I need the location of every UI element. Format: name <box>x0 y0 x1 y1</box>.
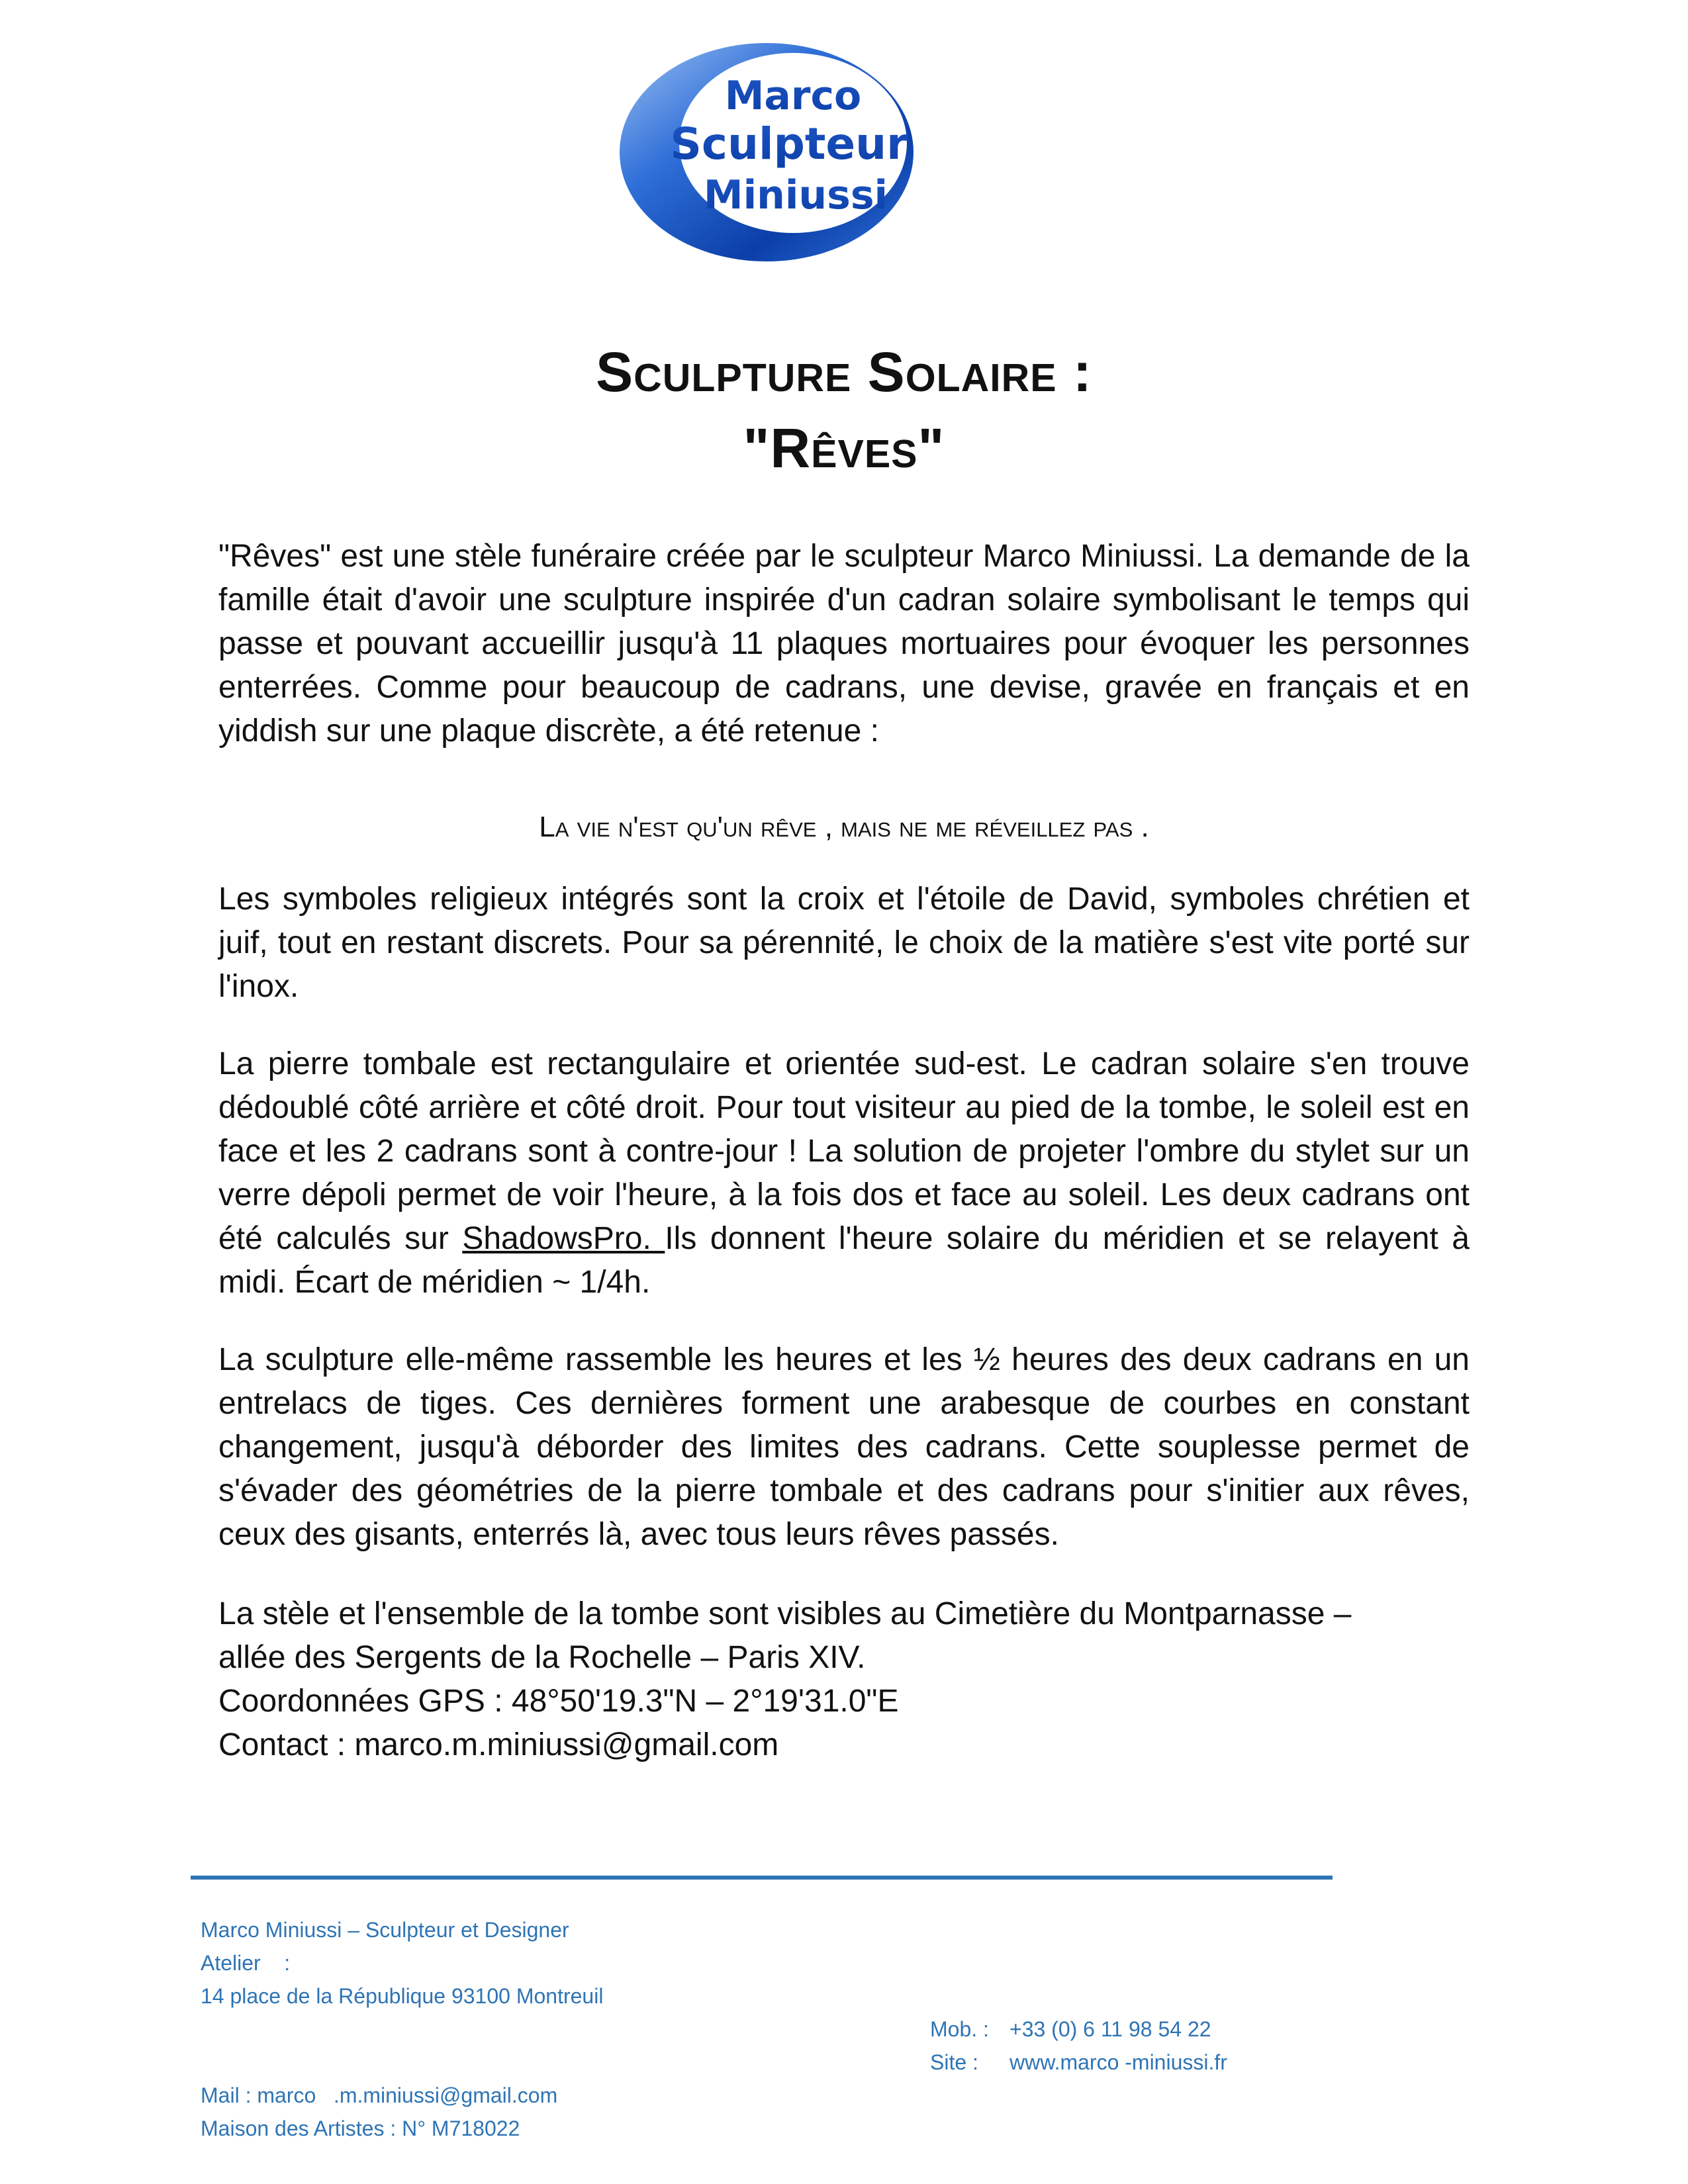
location-line-2: allée des Sergents de la Rochelle – Paris XIV. <box>218 1640 866 1675</box>
marco-miniussi-logo <box>616 26 927 271</box>
footer-maison: Maison des Artistes : N° M718022 <box>201 2116 520 2140</box>
stone-text-part-2: Ils donnent l'heure solaire du méridien et se relayent à midi. Écart de méridien ~ 1/4h. <box>218 1221 1470 1300</box>
footer-mail[interactable]: Mail : marco .m.miniussi@gmail.com <box>201 2083 558 2107</box>
sculpture-paragraph <box>218 1338 1470 1557</box>
symbols-text: Les symboles religieux intégrés sont la croix et l'étoile de David, symboles chrétien et juif, tout en restant discrets. Pour sa pérennité, le choix de la matière s'est vite porté sur l'inox. <box>218 882 1470 1004</box>
footer-site-row <box>930 2046 1227 2079</box>
footer-atelier-label: Atelier : <box>201 1951 291 1975</box>
stone-paragraph <box>218 1042 1470 1304</box>
page-title: Sculpture Solaire : <box>596 341 1092 403</box>
intro-text: "Rêves" est une stèle funéraire créée par le sculpteur Marco Miniussi. La demande de la famille était d'avoir une sculpture inspirée d'un cadran solaire symbolisant le temps qui passe et pouvant accueillir jusqu'à 11 plaques mortuaires pour évoquer les personnes enterrées. Comme pour beaucoup de cadrans, une devise, gravée en français et en yiddish sur une plaque discrète, a été retenue : <box>218 539 1470 749</box>
footer-divider <box>191 1876 1333 1880</box>
location-block <box>218 1592 1470 1767</box>
footer-address: 14 place de la République 93100 Montreuil <box>201 1984 604 2008</box>
footer-mob-label: Mob. : <box>930 2017 989 2041</box>
footer-site-value[interactable]: www.marco -miniussi.fr <box>1009 2050 1227 2074</box>
symbols-paragraph <box>218 878 1470 1009</box>
stone-text <box>218 1042 1470 1304</box>
contact-email: Contact : marco.m.miniussi@gmail.com <box>218 1727 779 1762</box>
logo-line-1: Marco <box>724 73 862 119</box>
logo-line-3: Miniussi <box>703 172 888 218</box>
gps-coordinates: Coordonnées GPS : 48°50'19.3"N – 2°19'31.0"E <box>218 1684 899 1719</box>
footer-left <box>201 1913 603 2145</box>
footer-name: Marco Miniussi – Sculpteur et Designer <box>201 1918 569 1942</box>
footer-mob-value[interactable]: +33 (0) 6 11 98 54 22 <box>1009 2017 1211 2041</box>
shadowspro-link[interactable]: ShadowsPro. <box>462 1221 665 1256</box>
logo-line-2: Sculpteur <box>670 118 908 169</box>
footer-mobile-row <box>930 2013 1227 2046</box>
page-subtitle: "Rêves" <box>743 417 945 479</box>
sculpture-text: La sculpture elle-même rassemble les heures et les ½ heures des deux cadrans en un entrelacs de tiges. Ces dernières forment une arabesque de courbes en constant changement, jusqu'à déborder des limites des cadrans. Cette souplesse permet de s'évader des géométries de la pierre tombale et des cadrans pour s'initier aux rêves, ceux des gisants, enterrés là, avec tous leurs rêves passés. <box>218 1342 1470 1552</box>
footer-right <box>930 2013 1227 2079</box>
intro-paragraph <box>218 535 1470 753</box>
stone-text-part-1: La pierre tombale est rectangulaire et orientée sud-est. Le cadran solaire s'en trouve dédoublé côté arrière et côté droit. Pour tout visiteur au pied de la tombe, le soleil est en face et les 2 cadrans sont à contre-jour ! La solution de projeter l'ombre du stylet sur un verre dépoli permet de voir l'heure, à la fois dos et face au soleil. Les deux cadrans ont été calculés sur <box>218 1046 1470 1256</box>
footer-site-label: Site : <box>930 2050 978 2074</box>
motto: La vie n'est qu'un rêve , mais ne me réveillez pas . <box>539 811 1149 843</box>
location-line-1: La stèle et l'ensemble de la tombe sont visibles au Cimetière du Montparnasse – <box>218 1596 1352 1631</box>
